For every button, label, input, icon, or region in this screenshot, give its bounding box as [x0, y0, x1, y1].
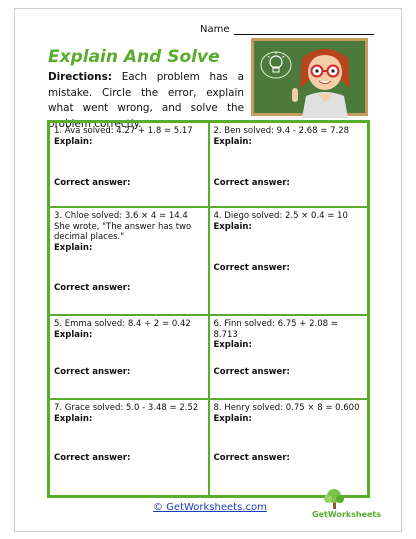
explain-label: Explain: [54, 242, 93, 253]
teacher-illustration [288, 44, 362, 118]
explain-label: Explain: [54, 136, 93, 147]
explain-label: Explain: [213, 340, 252, 350]
problem-text: 4. Diego solved: 2.5 × 0.4 = 10 [213, 211, 348, 221]
problem-cell-8 [209, 399, 369, 496]
problem-text: 1. Ava solved: 4.27 + 1.8 = 5.17 [54, 126, 193, 136]
problem-text: 8. Henry solved: 0.75 × 8 = 0.600 [213, 403, 360, 413]
problem-cell-7 [49, 399, 209, 496]
name-field [200, 24, 374, 35]
problem-text: 7. Grace solved: 5.0 - 3.48 = 2.52 [54, 403, 199, 413]
directions-label: Directions: [48, 71, 112, 83]
correct-answer-label: Correct answer: [213, 178, 290, 188]
directions-text: Each problem has a mistake. Circle the error, explain what went wrong, and solve the problem correctly. [48, 71, 244, 130]
name-label: Name [200, 24, 230, 35]
correct-answer-label: Correct answer: [54, 178, 131, 188]
problem-text: 2. Ben solved: 9.4 - 2.68 = 7.28 [213, 126, 350, 136]
correct-answer-label: Correct answer: [213, 263, 290, 273]
problem-cell-2 [209, 122, 369, 207]
tree-logo-icon [313, 487, 373, 527]
explain-label: Explain: [213, 413, 252, 424]
problem-extra-text: She wrote, "The answer has two decimal places." [54, 221, 192, 242]
correct-answer-label: Correct answer: [54, 367, 131, 377]
logo-text: GetWorksheets [312, 510, 382, 519]
problems-grid [47, 120, 370, 498]
problem-cell-6 [209, 315, 369, 399]
correct-answer-label: Correct answer: [213, 367, 290, 377]
problem-text: 6. Finn solved: 6.75 + 2.08 = 8.713 [213, 319, 338, 340]
problem-cell-3 [49, 207, 209, 315]
name-line[interactable] [234, 24, 374, 35]
correct-answer-label: Correct answer: [54, 283, 131, 293]
problem-cell-1 [49, 122, 209, 207]
page-title: Explain And Solve [48, 47, 220, 67]
explain-label: Explain: [54, 413, 93, 424]
correct-answer-label: Correct answer: [54, 453, 131, 463]
footer-link[interactable]: © GetWorksheets.com [153, 502, 267, 513]
explain-label: Explain: [213, 136, 252, 147]
problem-cell-5 [49, 315, 209, 399]
explain-label: Explain: [54, 329, 93, 340]
problem-cell-4 [209, 207, 369, 315]
explain-label: Explain: [213, 221, 252, 232]
correct-answer-label: Correct answer: [213, 453, 290, 463]
problem-text: 5. Emma solved: 8.4 ÷ 2 = 0.42 [54, 319, 191, 329]
problem-text: 3. Chloe solved: 3.6 × 4 = 14.4 [54, 211, 188, 221]
